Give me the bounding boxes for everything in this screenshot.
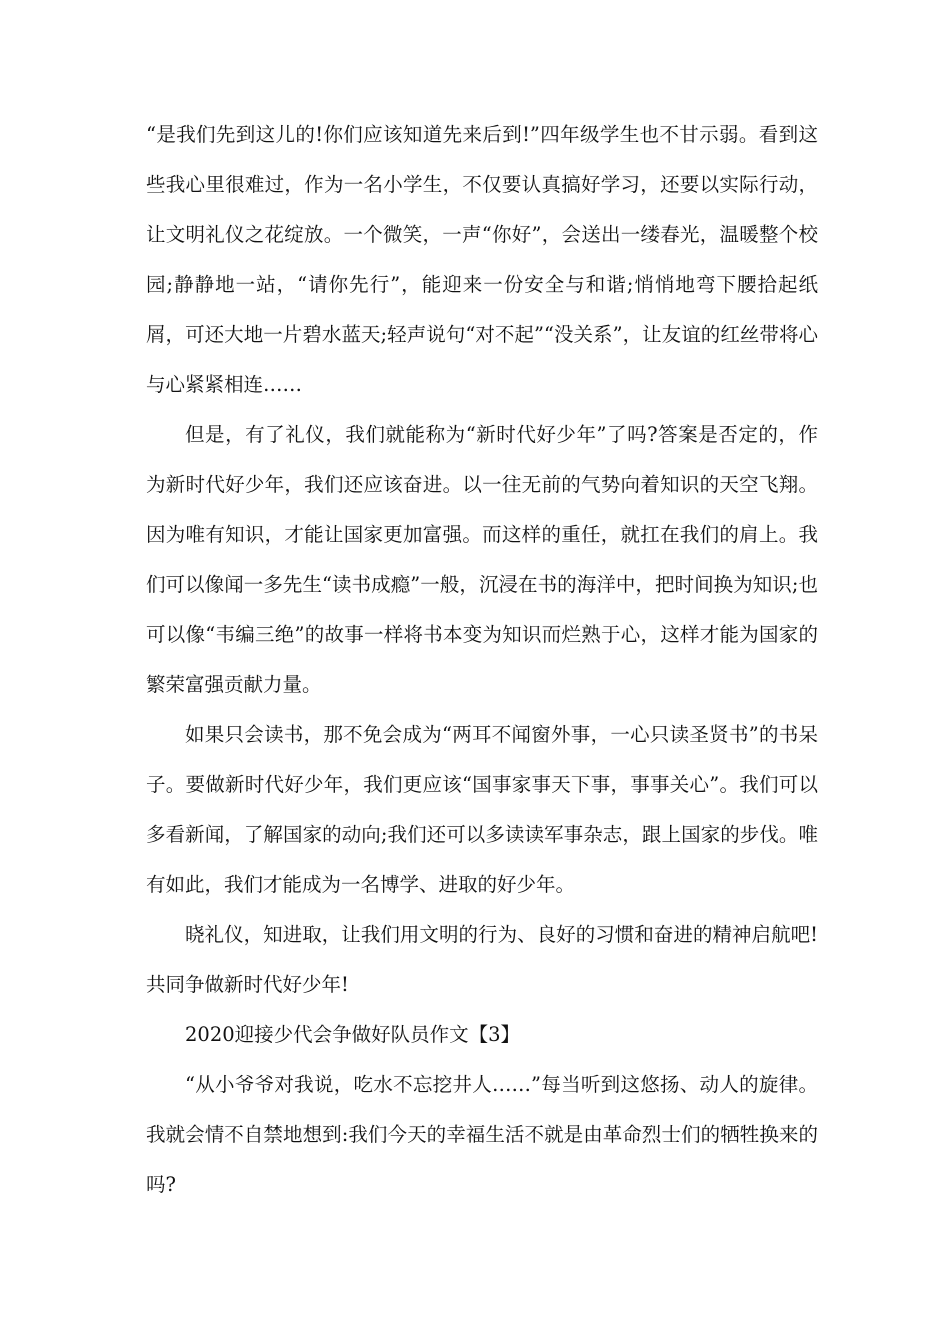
paragraph-4: 晓礼仪，知进取，让我们用文明的行为、良好的习惯和奋进的精神启航吧!共同争做新时代好少年! [146, 923, 818, 996]
paragraph-5: “从小爷爷对我说，吃水不忘挖井人……”每当听到这悠扬、动人的旋律。我就会情不自禁地想到:我们今天的幸福生活不就是由革命烈士们的牺牲换来的吗? [146, 1073, 818, 1196]
section-heading: 2020迎接少代会争做好队员作文【3】 [185, 1023, 521, 1046]
document-body [146, 110, 818, 1210]
paragraph-1: “是我们先到这儿的!你们应该知道先来后到!”四年级学生也不甘示弱。看到这些我心里很难过，作为一名小学生，不仅要认真搞好学习，还要以实际行动，让文明礼仪之花绽放。一个微笑，一声“你好”，会送出一缕春光，温暖整个校园;静静地一站，“请你先行”，能迎来一份安全与和谐;悄悄地弯下腰拾起纸屑，可还大地一片碧水蓝天;轻声说句“对不起”“没关系”，让友谊的红丝带将心与心紧紧相连…… [146, 123, 818, 396]
paragraph-2: 但是，有了礼仪，我们就能称为“新时代好少年”了吗?答案是否定的，作为新时代好少年，我们还应该奋进。以一往无前的气势向着知识的天空飞翔。因为唯有知识，才能让国家更加富强。而这样的重任，就扛在我们的肩上。我们可以像闻一多先生“读书成瘾”一般，沉浸在书的海洋中，把时间换为知识;也可以像“韦编三绝”的故事一样将书本变为知识而烂熟于心，这样才能为国家的繁荣富强贡献力量。 [146, 423, 818, 696]
paragraph-3: 如果只会读书，那不免会成为“两耳不闻窗外事，一心只读圣贤书”的书呆子。要做新时代好少年，我们更应该“国事家事天下事，事事关心”。我们可以多看新闻，了解国家的动向;我们还可以多读读军事杂志，跟上国家的步伐。唯有如此，我们才能成为一名博学、进取的好少年。 [146, 723, 818, 896]
